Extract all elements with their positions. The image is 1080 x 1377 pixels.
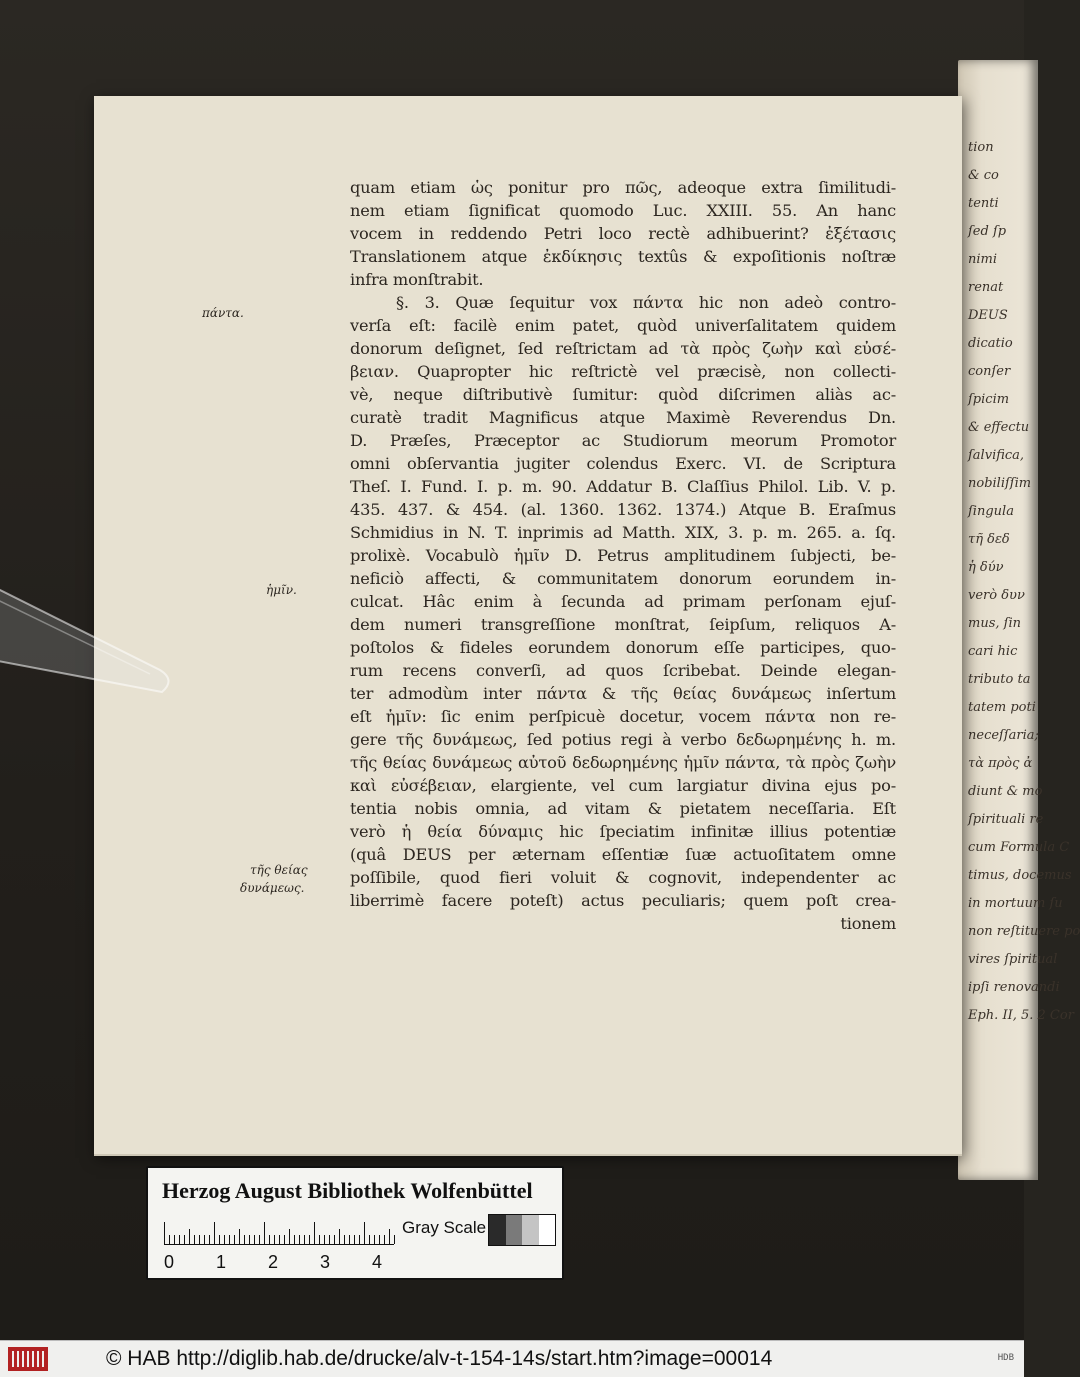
ruler-tick (279, 1235, 280, 1244)
library-name: Herzog August Bibliothek Wolfenbüttel (162, 1178, 533, 1203)
text-line: infra monſtrabit. (350, 270, 484, 289)
facing-page-fragment: τὰ πρὸς ἀ (968, 756, 1033, 771)
facing-page-fragment: ſpicim (968, 392, 1010, 407)
facing-page-fragment: tatem poti (968, 700, 1036, 715)
ruler-tick (234, 1235, 235, 1244)
ruler-tick (354, 1235, 355, 1244)
footer-mini-logo: HDB (997, 1353, 1014, 1363)
ruler-tick (174, 1235, 175, 1244)
gray-scale-label: Gray Scale (402, 1218, 487, 1237)
ruler-tick (164, 1222, 165, 1244)
text-line: donorum deſignet, ſed reſtrictam ad τὰ πρὸς ζωὴν καὶ εὐσέ- (350, 339, 896, 358)
margin-note-tes-theias: τῆς θείας (250, 863, 308, 877)
ruler-tick (369, 1235, 370, 1244)
ruler-tick (359, 1235, 360, 1244)
ruler-tick (394, 1235, 395, 1244)
facing-page-fragment: dicatio (968, 336, 1013, 351)
facing-page-fragment: DEUS (968, 308, 1008, 323)
ruler-tick (324, 1235, 325, 1244)
ruler-tick (229, 1235, 230, 1244)
text-line: (quâ DEUS per æternam eſſentiæ ſuæ actuoſitatem omne (350, 845, 896, 864)
text-line: quam etiam ὡς ponitur pro πῶς, adeoque extra ſimilitudi- (350, 178, 896, 197)
facing-page-fragment: ſalvifica, (968, 448, 1025, 463)
ruler-tick (379, 1235, 380, 1244)
text-line: βειαν. Quapropter hic reſtrictè vel præcisè, non collecti- (350, 362, 896, 381)
book-page (94, 96, 962, 1154)
text-line: curatè tradit Magnificus atque Maximè Reverendus Dn. (350, 408, 896, 427)
ruler-number: 2 (268, 1252, 279, 1272)
text-line: gere τῆς δυνάμεως, ſed potius regi à verbo δεδωρημένης h. m. (350, 730, 896, 749)
text-line: rum recens converſi, ad quos ſcribebat. Deinde elegan- (350, 661, 896, 680)
ruler-tick (329, 1235, 330, 1244)
ruler-tick (219, 1235, 220, 1244)
facing-page-fragment: ſingula (968, 504, 1014, 519)
text-line: liberrimè facere poteſt) actus peculiaris; quem poſt crea- (350, 891, 896, 910)
gray-scale-swatches (488, 1214, 556, 1246)
text-line: ter admodùm inter πάντα & τῆς θείας δυνάμεως inſertum (350, 684, 896, 703)
text-line: dem numeri transgreſſione monſtrat, ſeipſum, reliquos A- (350, 615, 896, 634)
ruler-tick (194, 1235, 195, 1244)
color-scale-card (146, 1166, 564, 1280)
facing-page-fragment: cari hic (968, 644, 1018, 659)
ruler-tick (344, 1235, 345, 1244)
ruler-tick (339, 1229, 340, 1244)
text-line: verò ἡ θεία δύναμις hic ſpeciatim infinitæ illius potentiæ (350, 822, 896, 841)
ruler-tick (259, 1235, 260, 1244)
text-line: vocem in reddendo Petri loco rectè adhibuerint? ἐξέτασις (350, 224, 896, 243)
ruler-tick (204, 1235, 205, 1244)
ruler-tick (199, 1235, 200, 1244)
ruler-tick (169, 1235, 170, 1244)
text-line: D. Præſes, Præceptor ac Studiorum meorum Promotor (350, 431, 896, 450)
text-line: Schmidius in N. T. inprimis ad Matth. XIX, 3. p. m. 265. a. ſq. (350, 523, 896, 542)
facing-page-fragment: tributo ta (968, 672, 1031, 687)
ruler-tick (304, 1235, 305, 1244)
facing-page-fragment: diunt & mo (968, 784, 1043, 799)
text-line: §. 3. Quæ ſequitur vox πάντα hic non adeò contro- (396, 293, 896, 312)
facing-page-fragment: τῆ δεδ (968, 532, 1010, 547)
margin-note-panta: πάντα. (202, 306, 244, 320)
facing-page-fragment: renat (968, 280, 1004, 295)
text-line: τῆς θείας δυνάμεως αὐτοῦ δεδωρημένης ἡμῖν πάντα, τὰ πρὸς ζωὴν (350, 753, 896, 772)
margin-note-dynameos: δυνάμεως. (240, 881, 305, 895)
text-line: vè, neque diſtributivè ſumitur: quòd diſcrimen aliàs ac- (350, 385, 896, 404)
facing-page-fragment: ἡ δύν (968, 560, 1004, 575)
text-line: Theſ. I. Fund. I. p. m. 90. Addatur B. Claſſius Philol. Lib. V. p. (350, 477, 896, 496)
ruler-number: 1 (216, 1252, 227, 1272)
ruler-tick (244, 1235, 245, 1244)
ruler-tick (254, 1235, 255, 1244)
facing-page-fragment: verò δυν (968, 588, 1025, 603)
ruler-tick (334, 1235, 335, 1244)
text-line: neficiò affecti, & communitatem donorum eorundem in- (350, 569, 896, 588)
facing-page-fragment: nimi (968, 252, 998, 267)
ruler-number: 3 (320, 1252, 331, 1272)
ruler-tick (214, 1222, 215, 1244)
facing-page-fragment: Eph. II, 5. 2 Cor (968, 1008, 1074, 1023)
text-line: Translationem atque ἐκδίκησις textûs & expoſitionis noſtræ (350, 247, 896, 266)
facing-page-fragment: & co (968, 168, 999, 183)
ruler-tick (274, 1235, 275, 1244)
facing-page-fragment: non reſtituere po (968, 924, 1080, 939)
hab-logo-icon (8, 1345, 48, 1373)
facing-page-fragment: ſpirituali re (968, 812, 1044, 827)
facing-page-fragment: vires ſpiritual (968, 952, 1058, 967)
margin-note-hemin: ἡμῖν. (266, 583, 297, 597)
gray-swatch (506, 1215, 523, 1245)
ruler-tick (269, 1235, 270, 1244)
ruler-tick (374, 1235, 375, 1244)
ruler-tick (224, 1235, 225, 1244)
ruler (164, 1218, 394, 1245)
facing-page-fragment: ipſi renovandi (968, 980, 1060, 995)
text-line: 435. 437. & 454. (al. 1360. 1362. 1374.) Atque B. Eraſmus (350, 500, 896, 519)
ruler-tick (384, 1235, 385, 1244)
gray-swatch (522, 1215, 539, 1245)
ruler-tick (294, 1235, 295, 1244)
ruler-tick (209, 1235, 210, 1244)
ruler-tick (249, 1235, 250, 1244)
ruler-number: 0 (164, 1252, 175, 1272)
ruler-tick (349, 1235, 350, 1244)
ruler-tick (364, 1222, 365, 1244)
copyright-url[interactable]: © HAB http://diglib.hab.de/drucke/alv-t-154-14s/start.htm?image=00014 (106, 1347, 773, 1370)
text-line: eſt ἡμῖν: ſic enim perſpicuè docetur, vocem πάντα non re- (350, 707, 896, 726)
ruler-tick (314, 1222, 315, 1244)
ruler-tick (389, 1229, 390, 1244)
ruler-tick (264, 1222, 265, 1244)
gray-swatch (539, 1215, 556, 1245)
facing-page-fragment: timus, docemus (968, 868, 1072, 883)
text-line: omni obſervantia jugiter colendus Exerc. VI. de Scriptura (350, 454, 896, 473)
text-line: καὶ εὐσέβειαν, elargiente, vel cum largiatur divina ejus po- (350, 776, 896, 795)
facing-page-fragment: cum Formula C (968, 840, 1070, 855)
ruler-tick (189, 1229, 190, 1244)
text-line: poſtolos & fideles eorundem donorum eſſe participes, quo- (350, 638, 896, 657)
facing-page-fragment: tion (968, 140, 994, 155)
text-line: prolixè. Vocabulò ἡμῖν D. Petrus amplitudinem ſubjecti, be- (350, 546, 896, 565)
ruler-number: 4 (372, 1252, 383, 1272)
footer-bar (0, 1340, 1024, 1377)
gray-swatch (489, 1215, 506, 1245)
facing-page-edge (958, 60, 1080, 1180)
facing-page-fragment: conſer (968, 364, 1011, 379)
ruler-tick (319, 1235, 320, 1244)
ruler-tick (184, 1235, 185, 1244)
ruler-tick (309, 1235, 310, 1244)
ruler-tick (239, 1229, 240, 1244)
facing-page-fragment: neceſſaria; (968, 728, 1039, 743)
text-line: poſſibile, quod fieri voluit & cognovit, independenter ac (350, 868, 896, 887)
text-line: culcat. Hâc enim à ſecunda ad primam perſonam ejuſ- (350, 592, 896, 611)
facing-page-fragment: mus, ſin (968, 616, 1021, 631)
facing-page-fragment: nobiliſſim (968, 476, 1032, 491)
facing-page-fragment: ſed ſp (968, 224, 1007, 239)
text-line: verſa eſt: facilè enim patet, quòd univerſalitatem quidem (350, 316, 896, 335)
facing-page-fragment: & effectu (968, 420, 1030, 435)
text-line: tionem (840, 914, 896, 933)
ruler-tick (179, 1235, 180, 1244)
ruler-tick (289, 1229, 290, 1244)
facing-page-fragment: tenti (968, 196, 999, 211)
text-line: nem etiam ſignificat quomodo Luc. XXIII. 55. An hanc (350, 201, 896, 220)
ruler-tick (284, 1235, 285, 1244)
facing-page-fragment: in mortuum ſu (968, 896, 1063, 911)
text-line: tentia nobis omnia, ad vitam & pietatem neceſſaria. Eſt (350, 799, 896, 818)
page-body-text (350, 176, 896, 935)
ruler-tick (299, 1235, 300, 1244)
